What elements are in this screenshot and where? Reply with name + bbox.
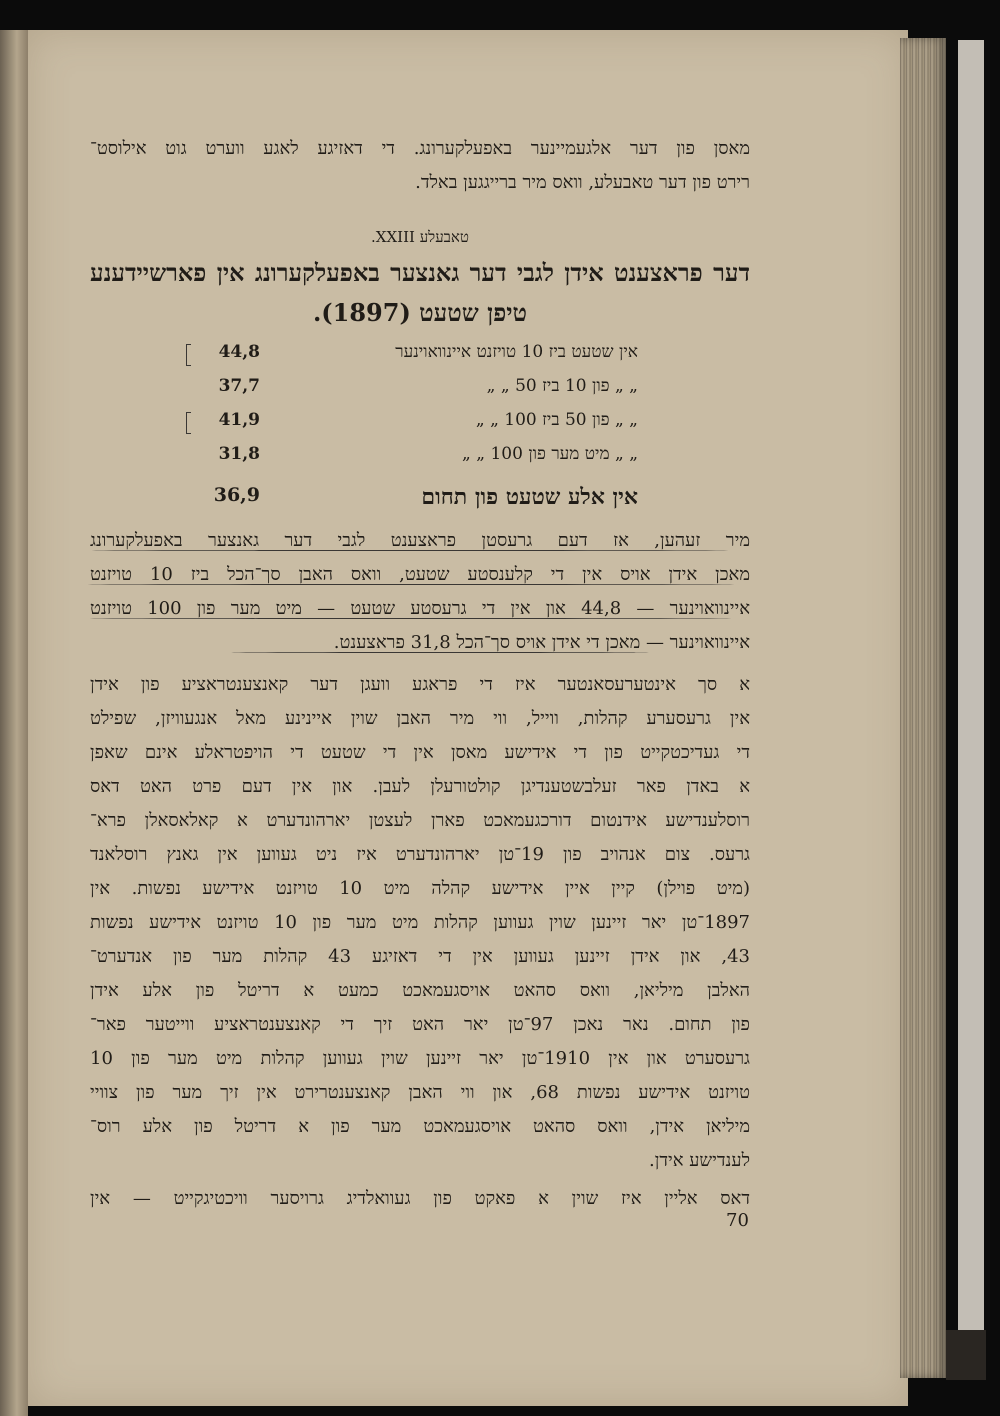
pencil-bracket-mark	[186, 412, 191, 434]
row-label: אין שטעט ביז 10 טויזנט איינוואוינער	[395, 342, 638, 362]
paragraph2-line-7: (מיט פוילן) קיין איין אידישע קהלה מיט 10 טויזנט אידישע נפשות. אין	[90, 878, 750, 899]
table-title-line-2: טיפן שטעט (1897).	[312, 298, 528, 327]
stack-shadow	[946, 1330, 986, 1380]
row-value: 44,8	[218, 342, 260, 362]
paragraph3-line-1: דאס אליין איז שוין א פאקט פון געוואלדיג גרויסער וויכטיגקייט — אין	[90, 1188, 750, 1209]
paragraph2-line-13: טויזנט אידישע נפשות 68, און ווי האבן קאנצענטרירט אין זיך מער פון צוויי	[90, 1082, 751, 1103]
paragraph2-line-1: א סך אינטערעסאנטער איז די פראגע וועגן דער קאנצענטראציע פון אידן	[90, 674, 750, 695]
page-stack-edge	[900, 38, 946, 1378]
paragraph2-line-4: א באדן פאר זעלבשטענדיגן קולטורעלן לעבן. און אין דעם פרט האט דאס	[90, 776, 750, 797]
paragraph2-line-15: לענדישע אידן.	[649, 1150, 750, 1171]
paragraph2-line-5: רוסלענדישע אידנטום דורכגעמאכט פארן לעצטן יארהונדערט א קאלאסאלן פרא־	[90, 810, 750, 831]
pencil-underline	[230, 652, 650, 653]
pencil-bracket-mark	[186, 344, 191, 366]
intro-line-2: רירט פון דער טאבעלע, וואס מיר ברייגגען באלד.	[415, 172, 750, 193]
page-number: 70	[726, 1210, 749, 1231]
table-row	[190, 410, 638, 436]
row-value: 41,9	[218, 410, 260, 430]
paragraph2-line-6: גרעס. צום אנהויב פון 19־טן יארהונדערט איז ניט געווען אין גאנץ רוסלאנד	[90, 844, 750, 865]
row-label: „ „ פון 50 ביז 100 „ „	[475, 410, 638, 430]
table-caption: טאבעלע XXIII.	[371, 228, 469, 246]
paragraph2-line-8: 1897־טן יאר זיינען שוין געווען קהלות מיט מער פון 10 טויזנט אידישע נפשות	[90, 912, 751, 933]
table-row	[190, 342, 638, 368]
paragraph2-line-12: גרעסערט און אין 1910־טן יאר זיינען שוין געווען קהלות מיט מער פון 10	[90, 1048, 750, 1069]
paragraph1-line-2: מאכן אידן אויס אין די קלענסטע שטעט, וואס האבן סך־הכל ביז 10 טויזנט	[90, 564, 751, 585]
total-value: 36,9	[213, 484, 260, 506]
paragraph2-line-14: מיליאן אידן, וואס סהאט אויסגעמאכט מער פון א דריטל פון אלע רוס־	[90, 1116, 750, 1137]
paragraph1-line-1: מיר זעהען, אז דעם גרעסטן פראצענט לגבי דער גאנצער באפעלקערונג	[90, 530, 750, 551]
table-row	[190, 376, 638, 402]
paragraph2-line-11: פון תחום. נאר נאכן 97־טן יאר האט זיך די קאנצענטראציע ווייטער פאר־	[90, 1014, 750, 1035]
row-label: „ „ מיט מער פון 100 „ „	[462, 444, 638, 464]
row-value: 31,8	[218, 444, 260, 464]
paragraph1-line-3: איינוואוינער — 44,8 און אין די גרעסטע שטעט — מיט מער פון 100 טויזנט	[90, 598, 750, 619]
pencil-underline	[90, 550, 730, 551]
intro-line-1: מאסן פון דער אלגעמיינער באפעלקערונג. די דאזיגע לאגע ווערט גוט אילוסט־	[90, 138, 750, 159]
paragraph2-line-3: די געדיכטקייט פון די אידישע מאסן אין די שטעט די הויפטראלע אינם שאפן	[90, 742, 750, 763]
page-content	[90, 30, 750, 1406]
table-row	[190, 444, 638, 470]
pencil-underline	[86, 584, 736, 585]
table-title-line-1: דער פראצענט אידן לגבי דער גאנצער באפעלקערונג אין פארשיידענע	[90, 258, 750, 287]
paragraph2-line-9: 43, און אידן זיינען געווען אין די דאזיגע 43 קהלות מער פון אנדערט־	[90, 946, 750, 967]
data-table	[190, 342, 638, 532]
left-page-edge	[0, 30, 28, 1416]
paragraph2-line-10: האלבן מיליאן, וואס סהאט אויסגעמאכט כמעט א דריטל פון אלע אידן	[90, 980, 750, 1001]
table-total-row	[190, 484, 638, 510]
paragraph1-line-4: איינוואוינער — מאכן די אידן אויס סך־הכל 31,8 פראצענט.	[333, 632, 750, 653]
paragraph2-line-2: אין גרעסערע קהלות, ווייל, ווי מיר האבן שוין איינינע מאל אנגעוויזן, שפילט	[90, 708, 750, 729]
row-label: „ „ פון 10 ביז 50 „ „	[486, 376, 638, 396]
row-value: 37,7	[218, 376, 260, 396]
background-strip	[958, 40, 984, 1330]
total-label: אין אלע שטעט פון תחום	[421, 484, 638, 510]
